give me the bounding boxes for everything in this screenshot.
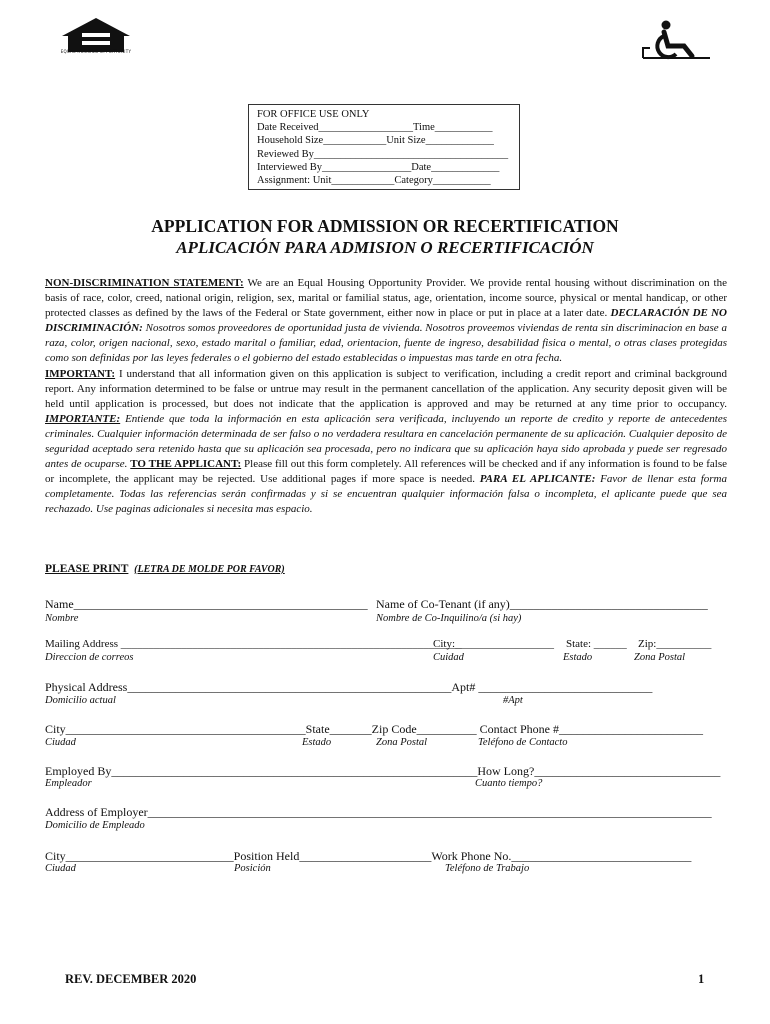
employer-address-field[interactable]: Address of Employer______________________________________________________________________________________________ [45, 805, 712, 819]
cotenant-sublabel: Nombre de Co-Inquilino/a (si hay) [376, 613, 522, 624]
office-line-title: FOR OFFICE USE ONLY [257, 109, 370, 120]
mailing-address-field[interactable]: Mailing Address ______________________________________________________________ [45, 638, 462, 650]
physical-address-field[interactable]: Physical Address______________________________________________________Apt# _____________________________ [45, 680, 653, 694]
nd-label: NON-DISCRIMINATION STATEMENT: [45, 277, 244, 289]
city2-sublabel: Ciudad [45, 737, 76, 748]
important-text: I understand that all information given on this application is subject to verification, including a credit report and criminal background report. Any information determined to be false or untrue may result in the permanent cancellation of the application. Any security deposit given will be held until application is processed, but does not indicate that the application is approved and may be returned at any time prior to occupancy. [45, 367, 727, 410]
revision-date: REV. DECEMBER 2020 [65, 972, 197, 986]
office-line-date-received: Date Received__________________Time___________ [257, 122, 493, 134]
please-print-spanish: (LETRA DE MOLDE POR FAVOR) [134, 564, 285, 575]
city1-sublabel: Cuidad [433, 652, 464, 663]
name-sublabel: Nombre [45, 613, 79, 624]
zip-field-1[interactable]: Zip:__________ [638, 638, 712, 650]
city-field-1[interactable]: City:__________________ [433, 638, 555, 650]
office-line-household: Household Size____________Unit Size_____________ [257, 135, 494, 147]
state1-sublabel: Estado [563, 652, 593, 663]
equal-housing-text: EQUAL HOUSING OPPORTUNITY [60, 49, 132, 54]
nd-text: We are an Equal Housing Opportunity Provider. We provide rental housing without discrimination on the basis of race, color, creed, national origin, religion, sex, marital or familial status, age, orientation, income source, physical or mental handicap, or other protected classes as defined by the laws of the Federal or State government, either now in place or put in place at a later date. [45, 277, 727, 320]
apt-sublabel: #Apt [503, 695, 523, 706]
to-applicant-text: Please fill out this form completely. All references will be checked and if any information is found to be false or incomplete, the applicant may be rejected. Use additional pages if more space is needed. [45, 458, 727, 486]
office-line-interviewed: Interviewed By_________________Date_____________ [257, 161, 500, 173]
to-applicant-es-text: Favor de llenar esta forma completamente. Todas las referencias serán confirmadas y si se encuentran qualquier información falsa o incompleta, el aplicante puede que sea rechazado. Use paginas adicionales si necesita mas espacio. [45, 473, 727, 516]
equal-housing-logo [58, 16, 134, 58]
workphone-sublabel: Teléfono de Trabajo [445, 863, 530, 874]
page-title-spanish: APLICACIÓN PARA ADMISION O RECERTIFICACIÓN [176, 238, 594, 257]
cotenant-field[interactable]: Name of Co-Tenant (if any)_________________________________ [376, 597, 708, 611]
zip1-sublabel: Zona Postal [634, 652, 686, 663]
state2-sublabel: Estado [302, 737, 332, 748]
phone2-sublabel: Teléfono de Contacto [478, 737, 568, 748]
office-line-reviewed: Reviewed By_____________________________________ [257, 148, 509, 160]
nd-es-text: Nosotros somos proveedores de oportunidad justa de vivienda. Nosotros proveemos viviendas de renta sin discriminacion en base a raza, color, origen nacional, sexo, estado marital o familiar, edad, orientacion, fuente de ingreso, desabilidad fisica o mental, o otras clases protegidas como son definidas por las leyes federales o el gobierno del estado establecidas o impuestas mas tarde en otra fecha. [45, 322, 727, 365]
employed-sublabel: Empleador [45, 778, 92, 789]
office-line-assignment: Assignment: Unit____________Category___________ [257, 175, 491, 187]
state-field-1[interactable]: State: ______ [566, 638, 627, 650]
wheelchair-icon [640, 20, 712, 60]
employer-city-position-phone-field[interactable]: City____________________________Position Held______________________Work Phone No.______________________________ [45, 849, 692, 863]
important-es-text: Entiende que toda la información en esta aplicación sera verificada, incluyendo un reporte de credito y reporte de antecedentes criminales. Cualquier información determinada de ser falso o no verdadera resultara en cancelación permanente de su aplicación. Cualquier deposito de seguridad aceptado sera retenido hasta que su aplicación sea procesada, pero no indicara que su aplicación haya sido aprobada y puede ser regresado antes de ocuparse. [45, 412, 727, 471]
physical-sublabel: Domicilio actual [45, 695, 116, 706]
page-number: 1 [698, 972, 705, 986]
mailing-sublabel: Direccion de correos [45, 652, 134, 663]
please-print-heading [45, 563, 285, 575]
howlong-sublabel: Cuanto tiempo? [475, 778, 543, 789]
important-label: IMPORTANT: [45, 367, 116, 380]
name-field[interactable]: Name_________________________________________________ [45, 597, 368, 611]
statement-paragraph [45, 276, 727, 518]
page-title: APPLICATION FOR ADMISSION OR RECERTIFICATION [151, 216, 619, 236]
city3-sublabel: Ciudad [45, 863, 76, 874]
zip2-sublabel: Zona Postal [376, 737, 428, 748]
please-print-label: PLEASE PRINT [45, 563, 129, 575]
employed-by-field[interactable]: Employed By_____________________________________________________________How Long?_______________________________ [45, 764, 721, 778]
employer-address-sublabel: Domicilio de Empleado [45, 820, 145, 831]
important-es-label: IMPORTANTE: [45, 412, 121, 425]
nd-es-label: DECLARACIÓN DE NO DISCRIMINACIÓN: [45, 307, 727, 335]
wheelchair-logo [640, 20, 712, 60]
to-applicant-label: TO THE APPLICANT: [130, 458, 242, 471]
city-state-zip-phone-field[interactable]: City________________________________________State_______Zip Code__________ Contact Phone #________________________ [45, 722, 703, 736]
to-applicant-es-label: PARA EL APLICANTE: [479, 473, 596, 486]
position-sublabel: Posición [234, 863, 271, 874]
office-use-box [248, 104, 520, 190]
